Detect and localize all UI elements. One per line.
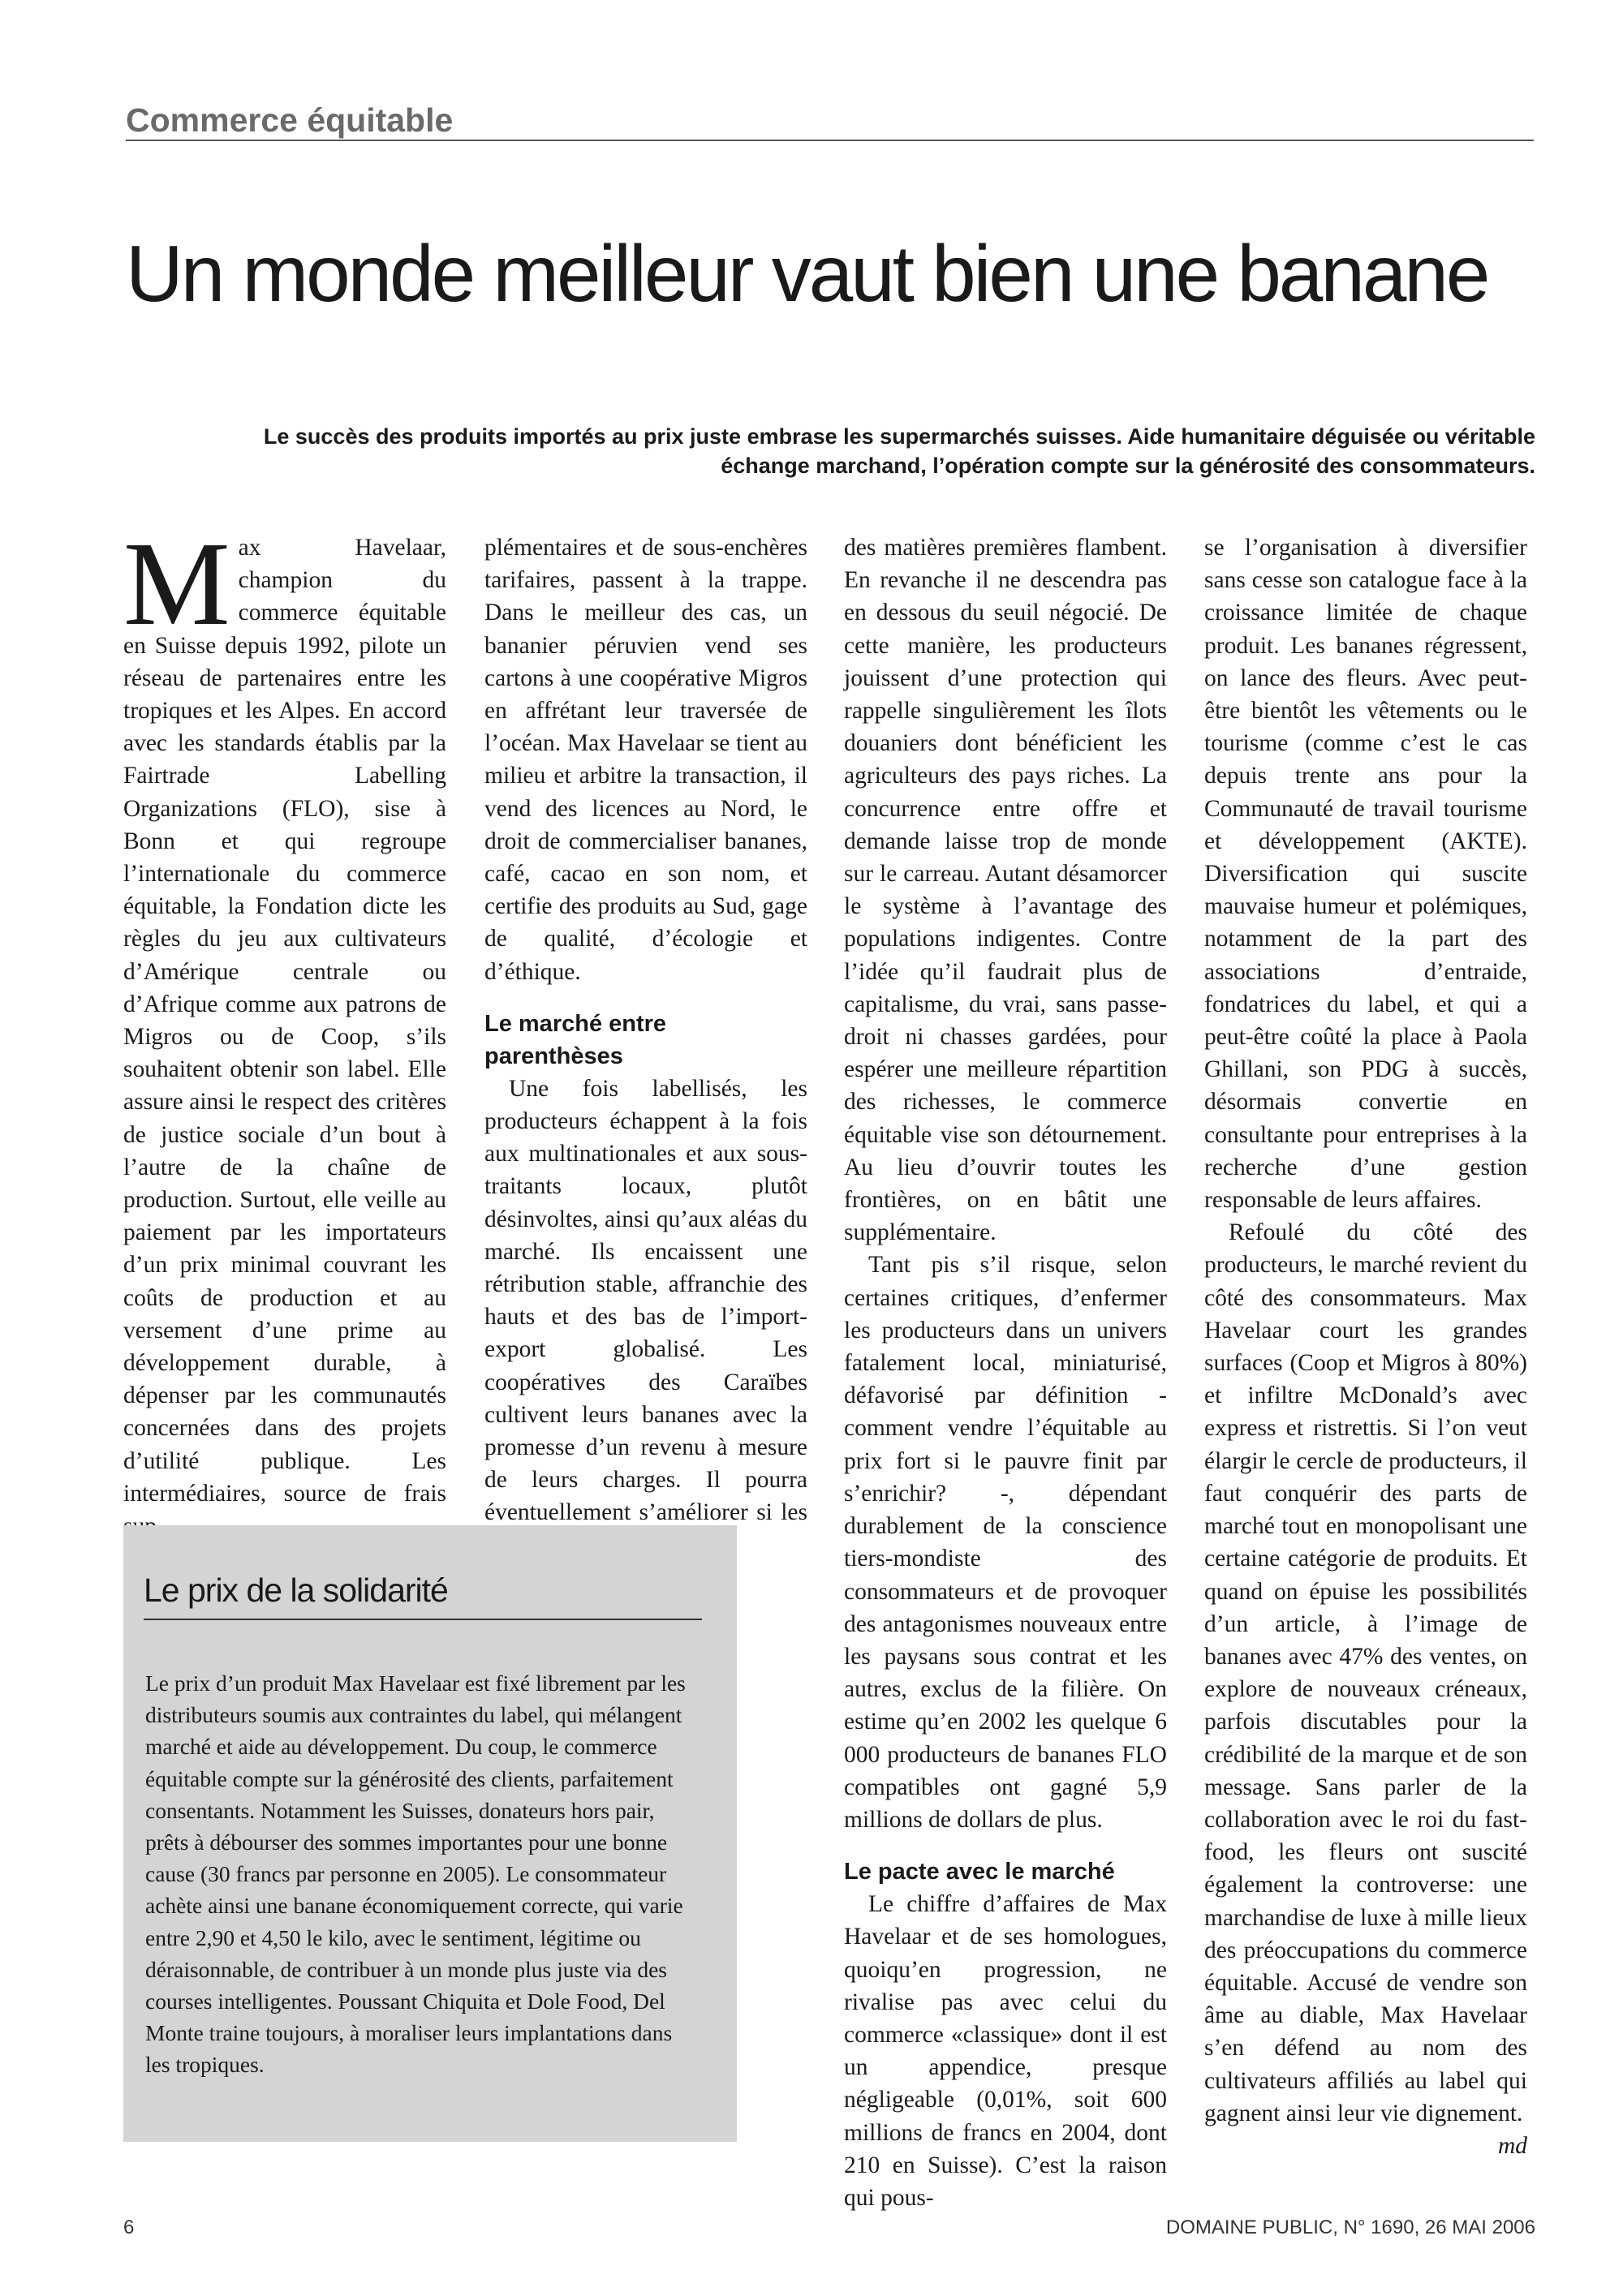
paragraph-text: Refoulé du côté des producteurs, le marché revient du côté des consommateurs. Max Havelaar court les grandes surfaces (Coop et Migros à 80%) et infiltre McDonald’s avec express et ristrettis. Si l’on veut élargir le cercle de producteurs, il faut conquérir des parts de marché tout en monopolisant une certaine catégorie de produits. Et quand on épuise les possibilités d’un article, à l’image de bananes avec 47% des ventes, on explore de nouveaux créneaux, parfois discutables pour la crédibilité de la marque et de son message. Sans parler de la collaboration avec le roi du fast-food, les fleurs ont suscité également la controverse: une marchandise de luxe à mille lieux des préoccupations du commerce équitable. Accusé de vendre son âme au diable, Max Havelaar s’en défend au nom des cultivateurs affiliés au label qui gagnent ainsi leur vie dignement. [1204,1219,1527,2126]
subheading-pacte-marche: Le pacte avec le marché [844,1859,1115,1885]
sidebar-body: Le prix d’un produit Max Havelaar est fixé librement par les distributeurs soumis aux contraintes du label, qui mélangent marché et aide au développement. Du coup, le commerce équitable compte sur la générosité des clients, parfaitement consentants. Notamment les Suisses, donateurs hors pair, prêts à débourser des sommes importantes pour une bonne cause (30 francs par personne en 2005). Le consommateur achète ainsi une banane économiquement correcte, qui varie entre 2,90 et 4,50 le kilo, avec le sentiment, légitime ou déraisonnable, de contribuer à un monde plus juste via des courses intelligentes. Poussant Chiquita et Dole Food, Del Monte traine toujours, à moraliser leurs implantations dans les tropiques. [145,1670,686,2078]
sidebar-box [123,1525,737,2142]
drop-cap: M [123,518,230,651]
article-column-3 [844,531,1167,2211]
publication-source: DOMAINE PUBLIC, N° 1690, 26 MAI 2006 [1165,2216,1535,2238]
article-paragraph: des matières premières flambent. En revanche il ne descendra pas en dessous du seuil négocié. De cette manière, les producteurs jouissent d’une protection qui rappelle singulièrement les îlots douaniers dont bénéficient les agriculteurs des pays riches. La concurrence entre offre et demande laisse trop de monde sur le carreau. Autant désamorcer le système à l’avantage des populations indigentes. Contre l’idée qu’il faudrait plus de capitalisme, du vrai, sans passe-droit ni chasses gardées, pour espérer une meilleure répartition des richesses, le commerce équitable vise son détournement. Au lieu d’ouvrir toutes les frontières, on en bâtit une supplémentaire. [844,535,1167,1246]
sidebar-title: Le prix de la solidarité [144,1570,702,1620]
article-paragraph: plémentaires et de sous-enchères tarifaires, passent à la trappe. Dans le meilleur des cas, un bananier péruvien vend ses cartons à une coopérative Migros en affrétant leur traversée de l’océan. Max Havelaar se tient au milieu et arbitre la transaction, il vend des licences au Nord, le droit de commercialiser bananes, café, cacao en son nom, et certifie des produits au Sud, gage de qualité, d’écologie et d’éthique. [484,535,807,985]
page-number: 6 [123,2216,135,2238]
article-headline: Un monde meilleur vaut bien une banane [126,229,1488,318]
article-paragraph: Une fois labellisés, les producteurs échappent à la fois aux multinationales et aux sous-traitants locaux, plutôt désinvoltes, ainsi qu’aux aléas du marché. Ils encaissent une rétribution stable, affranchie des hauts et des bas de l’import-export globalisé. Les coopératives des Caraïbes cultivent leurs bananes avec la promesse d’un revenu à mesure de leurs charges. Il pourra éventuellement s’améliorer si les [484,1075,807,1526]
article-column-4 [1204,531,1527,2162]
article-paragraph [123,518,446,1542]
author-signature: md [1497,2132,1527,2159]
article-column-1 [123,518,446,1542]
article-paragraph: Le chiffre d’affaires de Max Havelaar et de ses homologues, quoiqu’en progression, ne rivalise pas avec celui du commerce «classique» dont il est un appendice, presque négligeable (0,01%, soit 600 millions de francs en 2004, dont 210 en Suisse). C’est la raison qui pous- [844,1891,1167,2211]
article-lead: Le succès des produits importés au prix juste embrase les supermarchés suisses. Aide humanitaire déguisée ou véritable échange marchand, l’opération compte sur la générosité des consommateurs. [263,424,1535,478]
article-paragraph: Tant pis s’il risque, selon certaines critiques, d’enfermer les producteurs dans un univers fatalement local, miniaturisé, défavorisé par définition - comment vendre l’équitable au prix fort si le pauvre finit par s’enrichir? -, dépendant durablement de la conscience tiers-mondiste des consommateurs et de provoquer des antagonismes nouveaux entre les paysans sous contrat et les autres, exclus de la filière. On estime qu’en 2002 les quelque 6 000 producteurs de bananes FLO compatibles ont gagné 5,9 millions de dollars de plus. [844,1252,1167,1833]
subheading-marche-parentheses: Le marché entre parenthèses [484,1010,667,1069]
section-rubric: Commerce équitable [126,102,1534,141]
article-paragraph [1204,1216,1527,2159]
paragraph-text: ax Havelaar, champion du commerce équitable en Suisse depuis 1992, pilote un réseau de partenaires entre les tropiques et les Alpes. En accord avec les standards établis par la Fairtrade Labelling Organizations (FLO), sise à Bonn et qui regroupe l’internationale du commerce équitable, la Fondation dicte les règles du jeu aux cultivateurs d’Amérique centrale ou d’Afrique comme aux patrons de Migros ou de Coop, s’ils souhaitent obtenir son label. Elle assure ainsi le respect des critères de justice sociale d’un bout à l’autre de la chaîne de production. Surtout, elle veille au paiement par les importateurs d’un prix minimal couvrant les coûts de production et au versement d’une prime au développement durable, à dépenser par les communautés concernées dans des projets d’utilité publique. Les intermédiaires, source de frais [123,535,446,1507]
article-paragraph: se l’organisation à diversifier sans cesse son catalogue face à la croissance limitée de chaque produit. Les bananes régressent, on lance des fleurs. Avec peut-être bientôt les vêtements ou le tourisme (comme c’est le cas depuis trente ans pour la Communauté de travail tourisme et développement (AKTE). Diversification qui suscite mauvaise humeur et polémiques, notamment de la part des associations d’entraide, fondatrices du label, et qui a peut-être coûté la place à Paola Ghillani, son PDG à succès, désormais convertie en consultante pour entreprises à la recherche d’une gestion responsable de leurs affaires. [1204,535,1527,1214]
article-column-2 [484,531,807,1562]
